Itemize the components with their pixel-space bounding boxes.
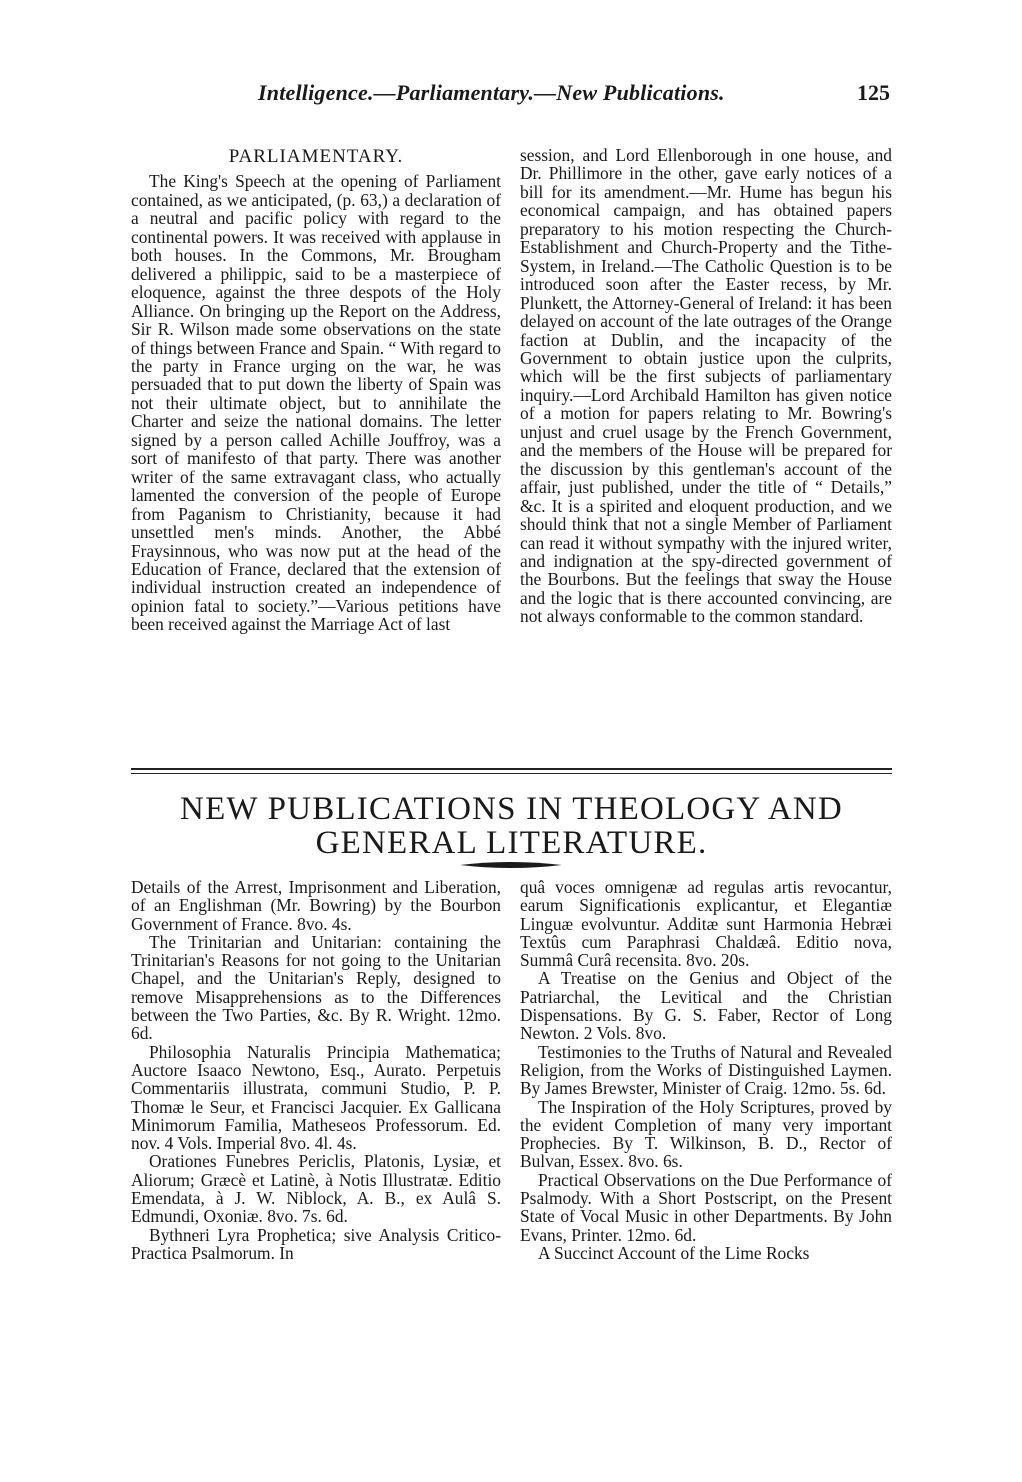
publication-entry: Orationes Funebres Periclis, Platonis, Lysiæ, et Aliorum; Græcè et Latinè, à Notis Illustratæ. Editio Emendata, à J. W. Niblock, A. B., ex Aulâ S. Edmundi, Oxoniæ. 8vo. 7s. 6d.	[131, 1151, 501, 1227]
publication-entry: Practical Observations on the Due Performance of Psalmody. With a Short Postscript, on the Present State of Vocal Music in other Departments. By John Evans, Printer. 12mo. 6d.	[520, 1169, 892, 1245]
publication-entry: quâ voces omnigenæ ad regulas artis revocantur, earum Significationis explicantur, et Elegantiæ Linguæ evolvuntur. Additæ sunt Harmonia Hebræi Textûs cum Paraphrasi Chaldæâ. Editio nova, Summâ Curâ recensita. 8vo. 20s.	[520, 877, 892, 971]
publication-entry: The Inspiration of the Holy Scriptures, proved by the evident Completion of many very important Prophecies. By T. Wilkinson, B. D., Rector of Bulvan, Essex. 8vo. 6s.	[520, 1096, 892, 1172]
publication-entry: Details of the Arrest, Imprisonment and Liberation, of an Englishman (Mr. Bowring) by the Bourbon Government of France. 8vo. 4s.	[131, 877, 501, 934]
parliamentary-paragraph-right: session, and Lord Ellenborough in one house, and Dr. Phillimore in the other, gave early notices of a bill for its amendment.—Mr. Hume has begun his economical campaign, and has obtained papers preparatory to his motion respecting the Church-Establishment and Church-Property and the Tithe-System, in Ireland.—The Catholic Question is to be introduced soon after the Easter recess, by Mr. Plunkett, the Attorney-General of Ireland: it has been delayed on account of the late outrages of the Orange faction at Dublin, and the incapacity of the Government to obtain justice upon the culprits, which will be the first subjects of parliamentary inquiry.—Lord Archibald Hamilton has given notice of a motion for papers relating to Mr. Bowring's unjust and cruel usage by the French Government, and the members of the House will be prepared for the discussion by this gentleman's account of the affair, just published, under the title of “ Details,” &c. It is a spirited and eloquent production, and we should think that not a single Member of Parliament can read it without sympathy with the injured writer, and indignation at the spy-directed government of the Bourbons. But the feelings that sway the House and the logic that is there accounted convincing, are not always conformable to the common standard.	[520, 145, 892, 627]
new-publications-title	[131, 792, 892, 860]
publication-entry: Testimonies to the Truths of Natural and Revealed Religion, from the Works of Distinguished Laymen. By James Brewster, Minister of Craig. 12mo. 5s. 6d.	[520, 1041, 892, 1099]
publication-entry: The Trinitarian and Unitarian: containing the Trinitarian's Reasons for not going to the Unitarian Chapel, and the Unitarian's Reply, designed to remove Misapprehensions as to the Differences between the Two Parties, &c. By R. Wright. 12mo. 6d.	[131, 931, 501, 1044]
publication-entry: Bythneri Lyra Prophetica; sive Analysis Critico-Practica Psalmorum. In	[131, 1224, 501, 1263]
parliamentary-paragraph-left: The King's Speech at the opening of Parliament contained, as we anticipated, (p. 63,) a declaration of a neutral and pacific policy with regard to the continental powers. It was received with applause in both houses. In the Commons, Mr. Brougham delivered a philippic, said to be a masterpiece of eloquence, against the three despots of the Holy Alliance. On bringing up the Report on the Address, Sir R. Wilson made some observations on the state of things between France and Spain. “ With regard to the party in France urging on the war, he was persuaded that to put down the liberty of Spain was not their ultimate object, but to annihilate the Charter and seize the national domains. The letter signed by a person called Achille Jouffroy, was a sort of manifesto of that party. There was another writer of the same extravagant class, who actually lamented the conversion of the people of Europe from Paganism to Christianity, because it had unsettled men's minds. Another, the Abbé Fraysinnous, who was now put at the head of the Education of France, declared that the extension of individual instruction created an independence of opinion fatal to society.”—Various petitions have been received against the Marriage Act of last	[131, 171, 501, 635]
parliamentary-left-column	[131, 146, 501, 634]
parliamentary-right-column	[520, 146, 892, 626]
section-divider-thick	[131, 768, 892, 770]
page-number: 125	[857, 80, 890, 105]
title-line-1: NEW PUBLICATIONS IN THEOLOGY AND	[180, 791, 843, 827]
publication-entry: Philosophia Naturalis Principia Mathematica; Auctore Isaaco Newtono, Esq., Aurato. Perpetuis Commentariis illustrata, communi Studio, P. P. Thomæ le Seur, et Francisci Jacquier. Ex Gallicana Minimorum Familia, Matheseos Professorum. Ed. nov. 4 Vols. Imperial 8vo. 4l. 4s.	[131, 1041, 501, 1154]
publication-entry: A Succinct Account of the Lime Rocks	[538, 1242, 810, 1263]
publications-left-column	[131, 878, 501, 1262]
section-divider-thin	[131, 773, 892, 774]
ornament-rule-icon	[460, 860, 562, 870]
parliamentary-heading: PARLIAMENTARY.	[228, 146, 404, 167]
running-head	[0, 72, 1022, 108]
title-line-2: GENERAL LITERATURE.	[315, 825, 708, 861]
publications-right-column	[520, 878, 892, 1262]
publication-entry: A Treatise on the Genius and Object of the Patriarchal, the Levitical and the Christian Dispensations. By G. S. Faber, Rector of Long Newton. 2 Vols. 8vo.	[520, 968, 892, 1044]
running-head-title: Intelligence.—Parliamentary.—New Publications.	[258, 80, 725, 105]
